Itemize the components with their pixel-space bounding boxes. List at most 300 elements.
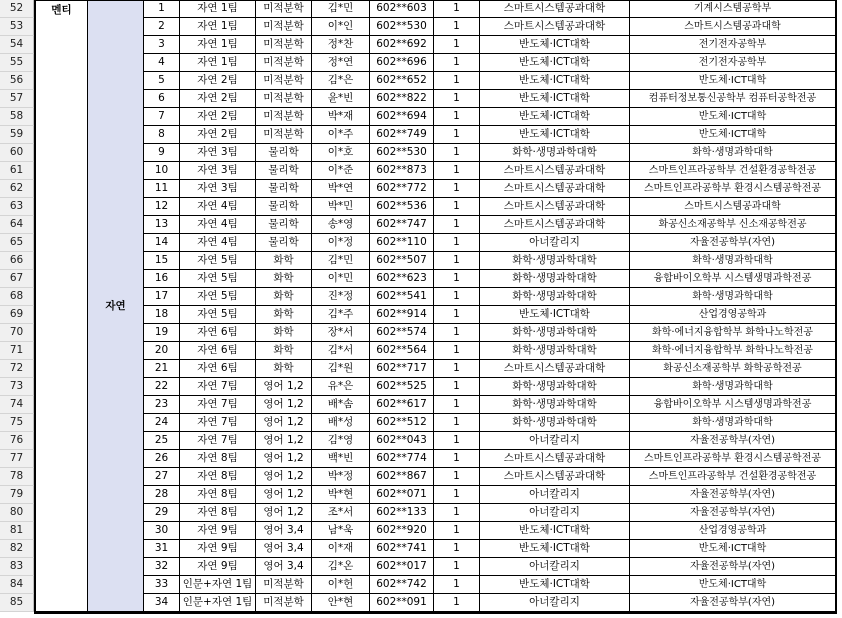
count-cell[interactable]: 1: [434, 162, 480, 180]
team-cell[interactable]: 자연 2팀: [180, 126, 256, 144]
team-cell[interactable]: 자연 5팀: [180, 270, 256, 288]
count-cell[interactable]: 1: [434, 72, 480, 90]
no-cell[interactable]: 18: [144, 306, 180, 324]
department-cell[interactable]: 반도체·ICT대학: [630, 126, 836, 144]
name-cell[interactable]: 조*서: [312, 504, 370, 522]
student-id-cell[interactable]: 602**867: [370, 468, 434, 486]
student-id-cell[interactable]: 602**920: [370, 522, 434, 540]
row-header[interactable]: 70: [0, 324, 34, 342]
college-cell[interactable]: 화학·생명과학대학: [480, 342, 630, 360]
student-id-cell[interactable]: 602**133: [370, 504, 434, 522]
student-id-cell[interactable]: 602**772: [370, 180, 434, 198]
name-cell[interactable]: 박*재: [312, 108, 370, 126]
subject-cell[interactable]: 영어 1,2: [256, 396, 312, 414]
name-cell[interactable]: 백*빈: [312, 450, 370, 468]
no-cell[interactable]: 13: [144, 216, 180, 234]
row-header[interactable]: 54: [0, 36, 34, 54]
team-cell[interactable]: 인문+자연 1팀: [180, 594, 256, 612]
department-cell[interactable]: 자율전공학부(자연): [630, 486, 836, 504]
college-cell[interactable]: 스마트시스템공과대학: [480, 450, 630, 468]
team-cell[interactable]: 자연 4팀: [180, 216, 256, 234]
department-cell[interactable]: 화공신소재공학부 신소재공학전공: [630, 216, 836, 234]
team-cell[interactable]: 자연 1팀: [180, 18, 256, 36]
name-cell[interactable]: 진*정: [312, 288, 370, 306]
count-cell[interactable]: 1: [434, 54, 480, 72]
no-cell[interactable]: 22: [144, 378, 180, 396]
name-cell[interactable]: 김*영: [312, 432, 370, 450]
team-cell[interactable]: 자연 8팀: [180, 486, 256, 504]
count-cell[interactable]: 1: [434, 90, 480, 108]
count-cell[interactable]: 1: [434, 486, 480, 504]
subject-cell[interactable]: 화학: [256, 270, 312, 288]
team-cell[interactable]: 자연 8팀: [180, 450, 256, 468]
name-cell[interactable]: 남*욱: [312, 522, 370, 540]
count-cell[interactable]: 1: [434, 324, 480, 342]
subject-cell[interactable]: 미적분학: [256, 594, 312, 612]
count-cell[interactable]: 1: [434, 144, 480, 162]
college-cell[interactable]: 아너칼리지: [480, 594, 630, 612]
row-header[interactable]: 60: [0, 144, 34, 162]
row-header[interactable]: 66: [0, 252, 34, 270]
name-cell[interactable]: 박*현: [312, 486, 370, 504]
student-id-cell[interactable]: 602**717: [370, 360, 434, 378]
college-cell[interactable]: 반도체·ICT대학: [480, 72, 630, 90]
no-cell[interactable]: 28: [144, 486, 180, 504]
team-cell[interactable]: 자연 8팀: [180, 504, 256, 522]
name-cell[interactable]: 박*민: [312, 198, 370, 216]
department-cell[interactable]: 화공신소재공학부 화학공학전공: [630, 360, 836, 378]
count-cell[interactable]: 1: [434, 450, 480, 468]
subject-cell[interactable]: 영어 1,2: [256, 504, 312, 522]
name-cell[interactable]: 이*인: [312, 18, 370, 36]
name-cell[interactable]: 이*민: [312, 270, 370, 288]
subject-cell[interactable]: 물리학: [256, 234, 312, 252]
subject-cell[interactable]: 물리학: [256, 144, 312, 162]
subject-cell[interactable]: 미적분학: [256, 90, 312, 108]
row-header[interactable]: 61: [0, 162, 34, 180]
name-cell[interactable]: 정*연: [312, 54, 370, 72]
field-merged-cell[interactable]: [88, 0, 144, 612]
name-cell[interactable]: 김*서: [312, 342, 370, 360]
no-cell[interactable]: 24: [144, 414, 180, 432]
subject-cell[interactable]: 영어 3,4: [256, 558, 312, 576]
team-cell[interactable]: 자연 9팀: [180, 540, 256, 558]
team-cell[interactable]: 자연 1팀: [180, 0, 256, 18]
team-cell[interactable]: 자연 1팀: [180, 54, 256, 72]
college-cell[interactable]: 스마트시스템공과대학: [480, 0, 630, 18]
team-cell[interactable]: 자연 9팀: [180, 522, 256, 540]
department-cell[interactable]: 반도체·ICT대학: [630, 576, 836, 594]
student-id-cell[interactable]: 602**091: [370, 594, 434, 612]
name-cell[interactable]: 정*찬: [312, 36, 370, 54]
student-id-cell[interactable]: 602**043: [370, 432, 434, 450]
subject-cell[interactable]: 미적분학: [256, 36, 312, 54]
row-header[interactable]: 73: [0, 378, 34, 396]
team-cell[interactable]: 자연 5팀: [180, 306, 256, 324]
student-id-cell[interactable]: 602**696: [370, 54, 434, 72]
no-cell[interactable]: 8: [144, 126, 180, 144]
department-cell[interactable]: 산업경영공학과: [630, 522, 836, 540]
team-cell[interactable]: 인문+자연 1팀: [180, 576, 256, 594]
count-cell[interactable]: 1: [434, 126, 480, 144]
name-cell[interactable]: 이*정: [312, 234, 370, 252]
college-cell[interactable]: 아너칼리지: [480, 432, 630, 450]
no-cell[interactable]: 29: [144, 504, 180, 522]
subject-cell[interactable]: 미적분학: [256, 126, 312, 144]
count-cell[interactable]: 1: [434, 198, 480, 216]
college-cell[interactable]: 화학·생명과학대학: [480, 252, 630, 270]
department-cell[interactable]: 스마트인프라공학부 환경시스템공학전공: [630, 180, 836, 198]
college-cell[interactable]: 화학·생명과학대학: [480, 270, 630, 288]
team-cell[interactable]: 자연 3팀: [180, 144, 256, 162]
no-cell[interactable]: 17: [144, 288, 180, 306]
name-cell[interactable]: 김*원: [312, 360, 370, 378]
student-id-cell[interactable]: 602**512: [370, 414, 434, 432]
row-header[interactable]: 74: [0, 396, 34, 414]
row-header[interactable]: 52: [0, 0, 34, 18]
team-cell[interactable]: 자연 2팀: [180, 108, 256, 126]
student-id-cell[interactable]: 602**507: [370, 252, 434, 270]
name-cell[interactable]: 김*주: [312, 306, 370, 324]
row-header[interactable]: 80: [0, 504, 34, 522]
subject-cell[interactable]: 영어 1,2: [256, 378, 312, 396]
no-cell[interactable]: 33: [144, 576, 180, 594]
mentee-merged-cell[interactable]: [36, 0, 88, 612]
student-id-cell[interactable]: 602**574: [370, 324, 434, 342]
student-id-cell[interactable]: 602**017: [370, 558, 434, 576]
no-cell[interactable]: 2: [144, 18, 180, 36]
name-cell[interactable]: 장*서: [312, 324, 370, 342]
college-cell[interactable]: 화학·생명과학대학: [480, 324, 630, 342]
college-cell[interactable]: 반도체·ICT대학: [480, 36, 630, 54]
subject-cell[interactable]: 미적분학: [256, 54, 312, 72]
no-cell[interactable]: 19: [144, 324, 180, 342]
team-cell[interactable]: 자연 4팀: [180, 198, 256, 216]
college-cell[interactable]: 화학·생명과학대학: [480, 378, 630, 396]
count-cell[interactable]: 1: [434, 252, 480, 270]
department-cell[interactable]: 융합바이오학부 시스템생명과학전공: [630, 396, 836, 414]
name-cell[interactable]: 윤*빈: [312, 90, 370, 108]
department-cell[interactable]: 스마트시스템공과대학: [630, 18, 836, 36]
name-cell[interactable]: 배*솜: [312, 396, 370, 414]
no-cell[interactable]: 20: [144, 342, 180, 360]
department-cell[interactable]: 자율전공학부(자연): [630, 432, 836, 450]
student-id-cell[interactable]: 602**564: [370, 342, 434, 360]
row-header[interactable]: 57: [0, 90, 34, 108]
row-header[interactable]: 79: [0, 486, 34, 504]
row-header[interactable]: 55: [0, 54, 34, 72]
name-cell[interactable]: 김*민: [312, 0, 370, 18]
count-cell[interactable]: 1: [434, 234, 480, 252]
subject-cell[interactable]: 화학: [256, 342, 312, 360]
no-cell[interactable]: 9: [144, 144, 180, 162]
name-cell[interactable]: 박*연: [312, 180, 370, 198]
team-cell[interactable]: 자연 5팀: [180, 288, 256, 306]
college-cell[interactable]: 스마트시스템공과대학: [480, 468, 630, 486]
name-cell[interactable]: 송*영: [312, 216, 370, 234]
college-cell[interactable]: 아너칼리지: [480, 504, 630, 522]
subject-cell[interactable]: 영어 1,2: [256, 486, 312, 504]
name-cell[interactable]: 이*준: [312, 162, 370, 180]
student-id-cell[interactable]: 602**110: [370, 234, 434, 252]
count-cell[interactable]: 1: [434, 216, 480, 234]
name-cell[interactable]: 김*온: [312, 558, 370, 576]
department-cell[interactable]: 전기전자공학부: [630, 54, 836, 72]
department-cell[interactable]: 융합바이오학부 시스템생명과학전공: [630, 270, 836, 288]
row-header[interactable]: 85: [0, 594, 34, 612]
count-cell[interactable]: 1: [434, 0, 480, 18]
college-cell[interactable]: 반도체·ICT대학: [480, 54, 630, 72]
team-cell[interactable]: 자연 6팀: [180, 360, 256, 378]
college-cell[interactable]: 반도체·ICT대학: [480, 522, 630, 540]
department-cell[interactable]: 전기전자공학부: [630, 36, 836, 54]
college-cell[interactable]: 반도체·ICT대학: [480, 576, 630, 594]
subject-cell[interactable]: 화학: [256, 288, 312, 306]
team-cell[interactable]: 자연 2팀: [180, 90, 256, 108]
subject-cell[interactable]: 화학: [256, 360, 312, 378]
student-id-cell[interactable]: 602**694: [370, 108, 434, 126]
no-cell[interactable]: 25: [144, 432, 180, 450]
team-cell[interactable]: 자연 6팀: [180, 324, 256, 342]
department-cell[interactable]: 스마트시스템공과대학: [630, 198, 836, 216]
team-cell[interactable]: 자연 8팀: [180, 468, 256, 486]
college-cell[interactable]: 반도체·ICT대학: [480, 306, 630, 324]
name-cell[interactable]: 이*헌: [312, 576, 370, 594]
count-cell[interactable]: 1: [434, 522, 480, 540]
row-header[interactable]: 78: [0, 468, 34, 486]
subject-cell[interactable]: 물리학: [256, 180, 312, 198]
count-cell[interactable]: 1: [434, 36, 480, 54]
name-cell[interactable]: 이*재: [312, 540, 370, 558]
row-header[interactable]: 53: [0, 18, 34, 36]
student-id-cell[interactable]: 602**530: [370, 18, 434, 36]
count-cell[interactable]: 1: [434, 540, 480, 558]
college-cell[interactable]: 반도체·ICT대학: [480, 126, 630, 144]
college-cell[interactable]: 아너칼리지: [480, 234, 630, 252]
count-cell[interactable]: 1: [434, 360, 480, 378]
college-cell[interactable]: 아너칼리지: [480, 558, 630, 576]
college-cell[interactable]: 화학·생명과학대학: [480, 414, 630, 432]
department-cell[interactable]: 화학·생명과학대학: [630, 144, 836, 162]
department-cell[interactable]: 자율전공학부(자연): [630, 504, 836, 522]
team-cell[interactable]: 자연 3팀: [180, 162, 256, 180]
no-cell[interactable]: 31: [144, 540, 180, 558]
row-header[interactable]: 77: [0, 450, 34, 468]
count-cell[interactable]: 1: [434, 432, 480, 450]
department-cell[interactable]: 기계시스템공학부: [630, 0, 836, 18]
student-id-cell[interactable]: 602**603: [370, 0, 434, 18]
no-cell[interactable]: 14: [144, 234, 180, 252]
student-id-cell[interactable]: 602**541: [370, 288, 434, 306]
college-cell[interactable]: 화학·생명과학대학: [480, 288, 630, 306]
student-id-cell[interactable]: 602**525: [370, 378, 434, 396]
team-cell[interactable]: 자연 7팀: [180, 378, 256, 396]
department-cell[interactable]: 스마트인프라공학부 건설환경공학전공: [630, 162, 836, 180]
subject-cell[interactable]: 영어 1,2: [256, 432, 312, 450]
college-cell[interactable]: 반도체·ICT대학: [480, 540, 630, 558]
row-header[interactable]: 82: [0, 540, 34, 558]
count-cell[interactable]: 1: [434, 504, 480, 522]
student-id-cell[interactable]: 602**623: [370, 270, 434, 288]
name-cell[interactable]: 이*호: [312, 144, 370, 162]
department-cell[interactable]: 스마트인프라공학부 건설환경공학전공: [630, 468, 836, 486]
student-id-cell[interactable]: 602**652: [370, 72, 434, 90]
department-cell[interactable]: 스마트인프라공학부 환경시스템공학전공: [630, 450, 836, 468]
row-header[interactable]: 59: [0, 126, 34, 144]
no-cell[interactable]: 32: [144, 558, 180, 576]
student-id-cell[interactable]: 602**774: [370, 450, 434, 468]
team-cell[interactable]: 자연 6팀: [180, 342, 256, 360]
row-header[interactable]: 56: [0, 72, 34, 90]
count-cell[interactable]: 1: [434, 180, 480, 198]
subject-cell[interactable]: 물리학: [256, 198, 312, 216]
count-cell[interactable]: 1: [434, 414, 480, 432]
no-cell[interactable]: 26: [144, 450, 180, 468]
row-header[interactable]: 75: [0, 414, 34, 432]
subject-cell[interactable]: 영어 1,2: [256, 414, 312, 432]
subject-cell[interactable]: 미적분학: [256, 576, 312, 594]
team-cell[interactable]: 자연 9팀: [180, 558, 256, 576]
count-cell[interactable]: 1: [434, 342, 480, 360]
department-cell[interactable]: 반도체·ICT대학: [630, 72, 836, 90]
row-header[interactable]: 83: [0, 558, 34, 576]
department-cell[interactable]: 자율전공학부(자연): [630, 594, 836, 612]
department-cell[interactable]: 산업경영공학과: [630, 306, 836, 324]
count-cell[interactable]: 1: [434, 558, 480, 576]
no-cell[interactable]: 1: [144, 0, 180, 18]
college-cell[interactable]: 반도체·ICT대학: [480, 90, 630, 108]
college-cell[interactable]: 아너칼리지: [480, 486, 630, 504]
student-id-cell[interactable]: 602**692: [370, 36, 434, 54]
student-id-cell[interactable]: 602**749: [370, 126, 434, 144]
student-id-cell[interactable]: 602**617: [370, 396, 434, 414]
count-cell[interactable]: 1: [434, 306, 480, 324]
department-cell[interactable]: 자율전공학부(자연): [630, 234, 836, 252]
no-cell[interactable]: 6: [144, 90, 180, 108]
team-cell[interactable]: 자연 7팀: [180, 414, 256, 432]
college-cell[interactable]: 스마트시스템공과대학: [480, 216, 630, 234]
department-cell[interactable]: 화학·생명과학대학: [630, 288, 836, 306]
no-cell[interactable]: 5: [144, 72, 180, 90]
subject-cell[interactable]: 영어 3,4: [256, 540, 312, 558]
department-cell[interactable]: 자율전공학부(자연): [630, 558, 836, 576]
name-cell[interactable]: 안*현: [312, 594, 370, 612]
no-cell[interactable]: 16: [144, 270, 180, 288]
count-cell[interactable]: 1: [434, 288, 480, 306]
name-cell[interactable]: 박*정: [312, 468, 370, 486]
count-cell[interactable]: 1: [434, 378, 480, 396]
department-cell[interactable]: 반도체·ICT대학: [630, 540, 836, 558]
college-cell[interactable]: 스마트시스템공과대학: [480, 360, 630, 378]
subject-cell[interactable]: 영어 1,2: [256, 468, 312, 486]
student-id-cell[interactable]: 602**914: [370, 306, 434, 324]
row-header[interactable]: 81: [0, 522, 34, 540]
department-cell[interactable]: 화학·에너지융합학부 화학나노학전공: [630, 342, 836, 360]
department-cell[interactable]: 반도체·ICT대학: [630, 108, 836, 126]
team-cell[interactable]: 자연 5팀: [180, 252, 256, 270]
count-cell[interactable]: 1: [434, 468, 480, 486]
subject-cell[interactable]: 화학: [256, 324, 312, 342]
department-cell[interactable]: 화학·에너지융합학부 화학나노학전공: [630, 324, 836, 342]
no-cell[interactable]: 3: [144, 36, 180, 54]
student-id-cell[interactable]: 602**071: [370, 486, 434, 504]
row-header[interactable]: 84: [0, 576, 34, 594]
name-cell[interactable]: 김*은: [312, 72, 370, 90]
no-cell[interactable]: 7: [144, 108, 180, 126]
college-cell[interactable]: 스마트시스템공과대학: [480, 18, 630, 36]
row-header[interactable]: 65: [0, 234, 34, 252]
team-cell[interactable]: 자연 4팀: [180, 234, 256, 252]
row-header[interactable]: 64: [0, 216, 34, 234]
name-cell[interactable]: 배*성: [312, 414, 370, 432]
count-cell[interactable]: 1: [434, 108, 480, 126]
no-cell[interactable]: 34: [144, 594, 180, 612]
subject-cell[interactable]: 화학: [256, 306, 312, 324]
department-cell[interactable]: 화학·생명과학대학: [630, 378, 836, 396]
student-id-cell[interactable]: 602**536: [370, 198, 434, 216]
no-cell[interactable]: 11: [144, 180, 180, 198]
subject-cell[interactable]: 물리학: [256, 162, 312, 180]
no-cell[interactable]: 27: [144, 468, 180, 486]
subject-cell[interactable]: 화학: [256, 252, 312, 270]
no-cell[interactable]: 21: [144, 360, 180, 378]
college-cell[interactable]: 화학·생명과학대학: [480, 396, 630, 414]
student-id-cell[interactable]: 602**747: [370, 216, 434, 234]
college-cell[interactable]: 반도체·ICT대학: [480, 108, 630, 126]
subject-cell[interactable]: 영어 3,4: [256, 522, 312, 540]
count-cell[interactable]: 1: [434, 396, 480, 414]
team-cell[interactable]: 자연 2팀: [180, 72, 256, 90]
team-cell[interactable]: 자연 7팀: [180, 396, 256, 414]
no-cell[interactable]: 12: [144, 198, 180, 216]
no-cell[interactable]: 30: [144, 522, 180, 540]
row-header[interactable]: 69: [0, 306, 34, 324]
no-cell[interactable]: 23: [144, 396, 180, 414]
department-cell[interactable]: 컴퓨터정보통신공학부 컴퓨터공학전공: [630, 90, 836, 108]
name-cell[interactable]: 이*주: [312, 126, 370, 144]
count-cell[interactable]: 1: [434, 270, 480, 288]
count-cell[interactable]: 1: [434, 18, 480, 36]
no-cell[interactable]: 15: [144, 252, 180, 270]
college-cell[interactable]: 스마트시스템공과대학: [480, 180, 630, 198]
no-cell[interactable]: 10: [144, 162, 180, 180]
student-id-cell[interactable]: 602**742: [370, 576, 434, 594]
row-header[interactable]: 63: [0, 198, 34, 216]
subject-cell[interactable]: 물리학: [256, 216, 312, 234]
team-cell[interactable]: 자연 7팀: [180, 432, 256, 450]
team-cell[interactable]: 자연 3팀: [180, 180, 256, 198]
count-cell[interactable]: 1: [434, 576, 480, 594]
subject-cell[interactable]: 미적분학: [256, 72, 312, 90]
count-cell[interactable]: 1: [434, 594, 480, 612]
row-header[interactable]: 76: [0, 432, 34, 450]
department-cell[interactable]: 화학·생명과학대학: [630, 252, 836, 270]
row-header[interactable]: 62: [0, 180, 34, 198]
student-id-cell[interactable]: 602**741: [370, 540, 434, 558]
row-header[interactable]: 68: [0, 288, 34, 306]
no-cell[interactable]: 4: [144, 54, 180, 72]
college-cell[interactable]: 스마트시스템공과대학: [480, 198, 630, 216]
department-cell[interactable]: 화학·생명과학대학: [630, 414, 836, 432]
college-cell[interactable]: 화학·생명과학대학: [480, 144, 630, 162]
row-header[interactable]: 72: [0, 360, 34, 378]
name-cell[interactable]: 김*민: [312, 252, 370, 270]
subject-cell[interactable]: 미적분학: [256, 18, 312, 36]
student-id-cell[interactable]: 602**873: [370, 162, 434, 180]
row-header[interactable]: 58: [0, 108, 34, 126]
team-cell[interactable]: 자연 1팀: [180, 36, 256, 54]
college-cell[interactable]: 스마트시스템공과대학: [480, 162, 630, 180]
